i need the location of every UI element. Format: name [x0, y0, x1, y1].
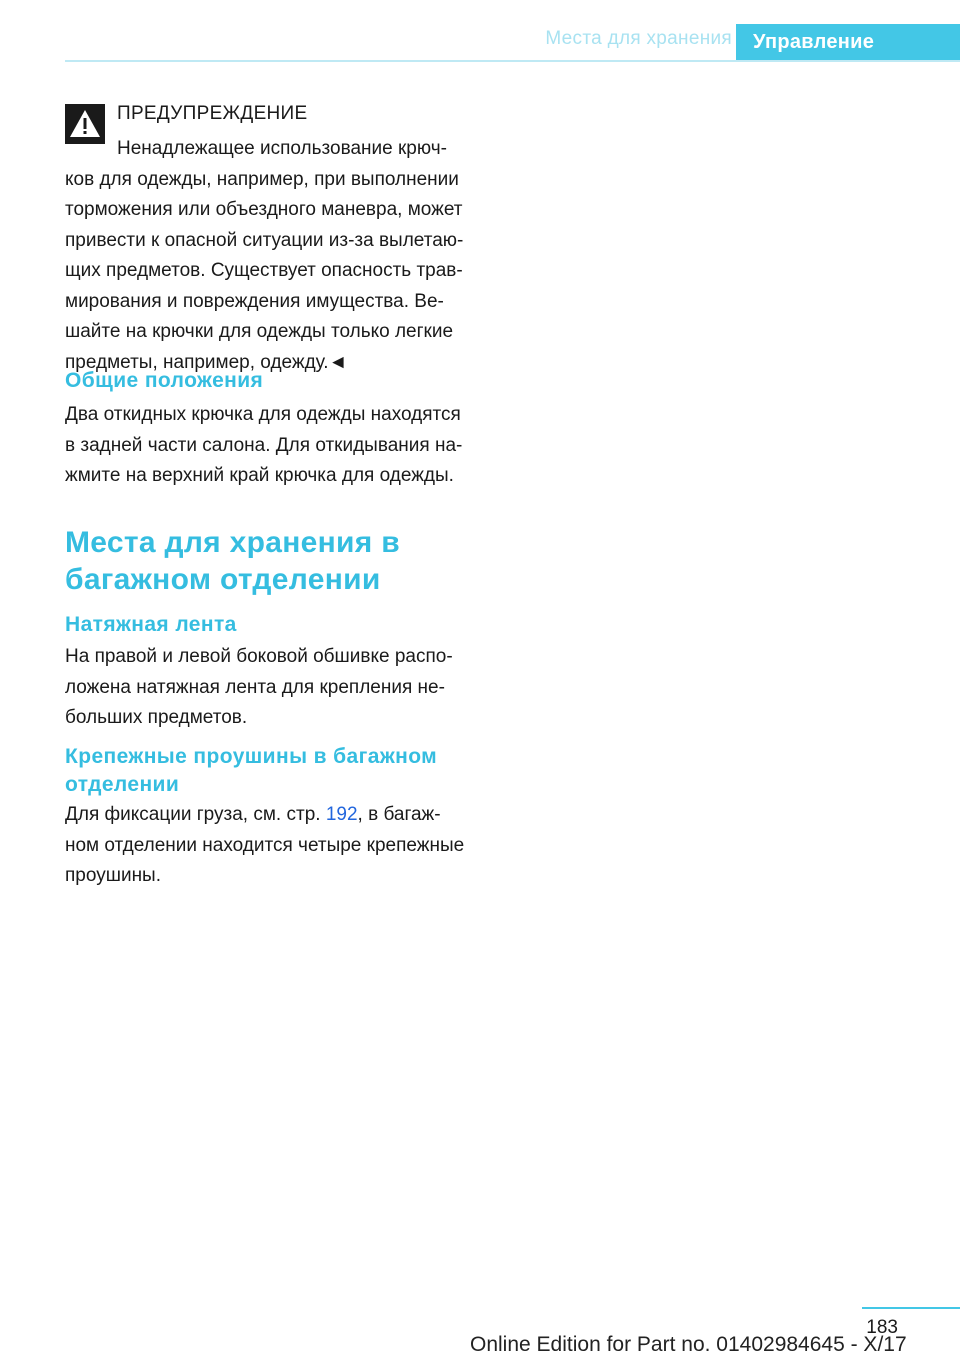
- strap-paragraph: [65, 642, 485, 734]
- warning-line: шайте на крючки для одежды только легкие: [65, 321, 454, 342]
- strap-heading: Натяжная лента: [65, 613, 237, 636]
- eyelets-text: , в багаж-: [357, 804, 441, 825]
- eyelets-heading-line: отделении: [65, 773, 180, 796]
- warning-title: ПРЕДУПРЕЖДЕНИЕ: [117, 103, 308, 124]
- header-divider: [65, 60, 960, 62]
- general-line: Два откидных крючка для одежды находятся: [65, 404, 461, 425]
- warning-text: [65, 134, 485, 378]
- general-line: жмите на верхний край крючка для одежды.: [65, 465, 454, 486]
- eyelets-line: проушины.: [65, 865, 161, 886]
- eyelets-heading-line: Крепежные проушины в багажном: [65, 745, 438, 768]
- strap-line: больших предметов.: [65, 707, 248, 728]
- warning-line: ков для одежды, например, при выполнении: [65, 168, 459, 190]
- trunk-storage-heading: [65, 524, 485, 598]
- footer-edition: Online Edition for Part no. 01402984645 - X/17: [470, 1333, 907, 1356]
- strap-line: На правой и левой боковой обшивке распо-: [65, 646, 453, 667]
- general-paragraph: [65, 400, 485, 492]
- trunk-heading-line: Места для хранения в: [65, 526, 400, 559]
- warning-line: мирования и повреждения имущества. Ве-: [65, 290, 444, 312]
- trunk-heading-line: багажном отделении: [65, 563, 381, 596]
- eyelets-heading: [65, 743, 485, 799]
- eyelets-paragraph: [65, 800, 485, 892]
- warning-line: привести к опасной ситуации из-за вылетаю-: [65, 229, 464, 251]
- warning-line: щих предметов. Существует опасность трав-: [65, 260, 463, 281]
- eyelets-text: Для фиксации груза, см. стр.: [65, 804, 326, 825]
- warning-line: предметы, например, одежду.◄: [65, 351, 348, 373]
- general-heading: Общие положения: [65, 369, 264, 392]
- page-reference-link[interactable]: 192: [325, 804, 358, 825]
- eyelets-line: ном отделении находится четыре крепежные: [65, 834, 465, 856]
- general-line: в задней части салона. Для откидывания на-: [65, 434, 463, 456]
- eyelets-line: [65, 800, 485, 831]
- footer-divider: [862, 1307, 960, 1309]
- header-chapter-tab: Управление: [736, 24, 960, 61]
- strap-line: ложена натяжная лента для крепления не-: [65, 676, 445, 698]
- header-section-title: Места для хранения: [545, 28, 732, 49]
- page-number: 183: [866, 1317, 898, 1338]
- warning-line: торможения или объездного маневра, может: [65, 199, 463, 220]
- warning-line: Ненадлежащее использование крюч-: [117, 138, 447, 159]
